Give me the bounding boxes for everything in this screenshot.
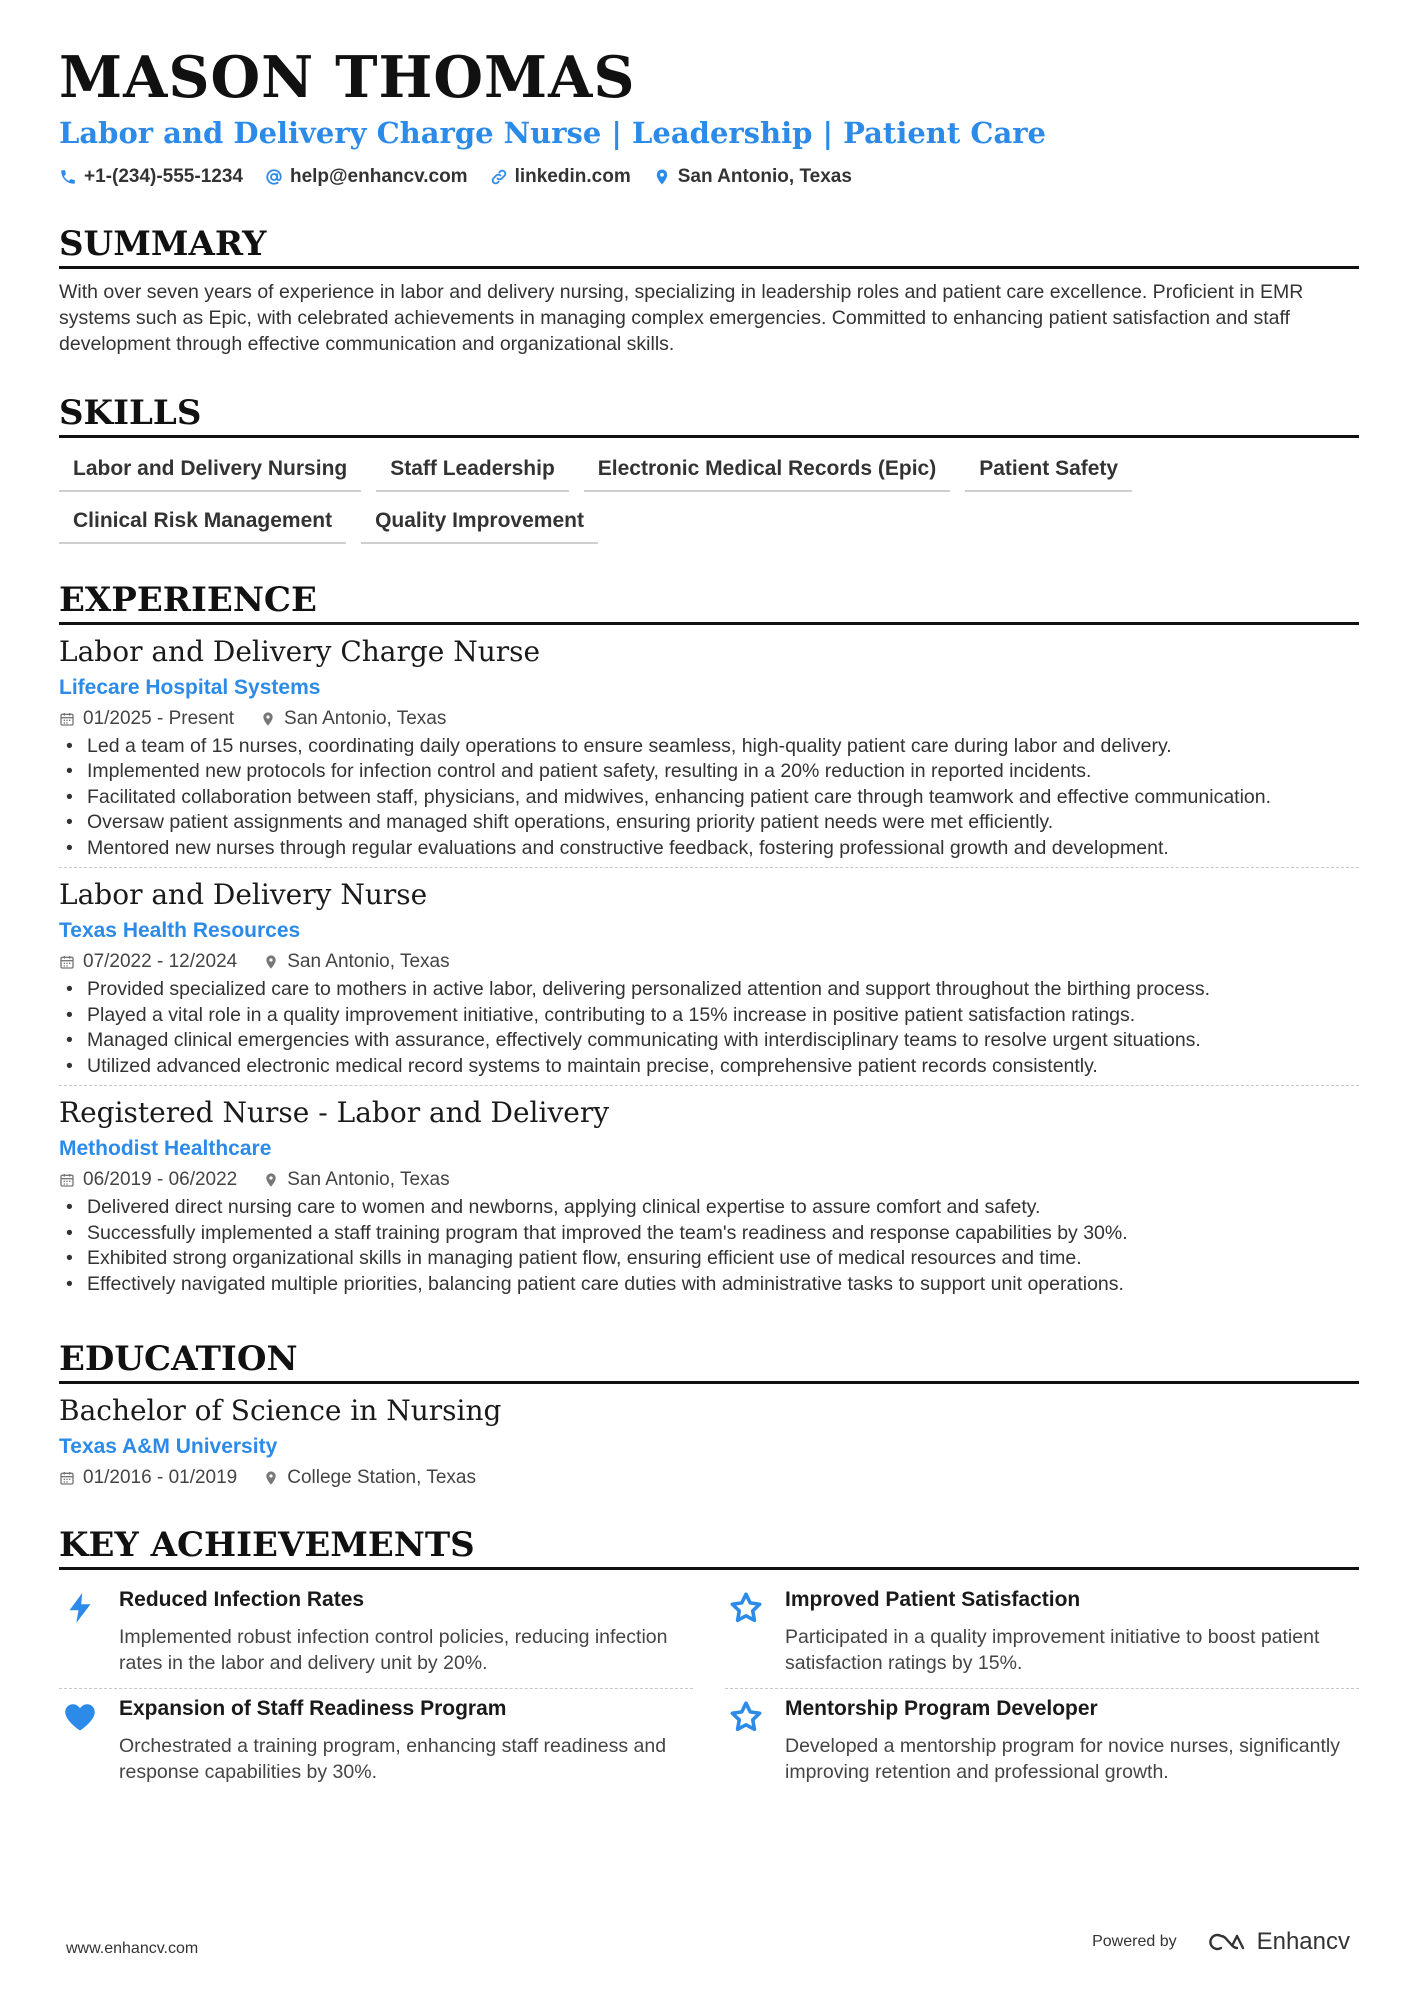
job-dates [59,1169,237,1191]
achievements-grid [59,1580,1359,1797]
skill-tag: Electronic Medical Records (Epic) [584,452,950,492]
job-dates [59,951,237,973]
candidate-name: MASON THOMAS [59,44,636,111]
skill-tag: Staff Leadership [376,452,569,492]
at-icon [265,168,283,186]
link-icon [490,168,508,186]
degree-title: Bachelor of Science in Nursing [59,1394,502,1428]
star-icon [728,1699,764,1735]
job-meta [59,951,1359,973]
education-entry [59,1394,1359,1489]
job-location-text: San Antonio, Texas [287,1169,450,1191]
job-title: Registered Nurse - Labor and Delivery [59,1096,610,1130]
enhancv-logo[interactable] [1203,1928,1350,1956]
lightning-icon [62,1590,98,1626]
skill-tag: Clinical Risk Management [59,504,346,544]
bullet-item: • Effectively navigated multiple priorities, balancing patient care duties with administrative tasks to support unit operations. [59,1272,1359,1298]
job-bullets [59,977,1359,1079]
contact-phone[interactable] [59,166,243,188]
heart-icon [62,1699,98,1735]
company-name: Lifecare Hospital Systems [59,675,321,699]
contact-email[interactable] [265,166,468,188]
phone-icon [59,168,77,186]
bullet-item: • Led a team of 15 nurses, coordinating daily operations to ensure seamless, high-quality patient care during labor and delivery. [59,734,1359,760]
skills-list [59,452,1359,544]
bullet-item: • Facilitated collaboration between staff, physicians, and midwives, enhancing patient care through teamwork and effective communication. [59,785,1359,811]
location-pin-icon [653,168,671,186]
contact-phone-text: +1-(234)-555-1234 [84,165,243,187]
bullet-item: • Provided specialized care to mothers in active labor, delivering personalized attention and support throughout the birthing process. [59,977,1359,1003]
education-dates [59,1467,237,1489]
school-name: Texas A&M University [59,1435,278,1459]
summary-text: With over seven years of experience in labor and delivery nursing, specializing in leadership roles and patient care excellence. Proficient in EMR systems such as Epic, with celebrated achievements in managing complex emergencies. Committed to enhancing patient satisfaction and staff development through effective communication and organizational skills. [59,280,1304,355]
achievement-body [119,1588,693,1676]
achievement-body [119,1697,693,1785]
footer-website[interactable]: www.enhancv.com [66,1940,199,1957]
location-pin-icon [260,711,276,727]
bullet-item: • Mentored new nurses through regular evaluations and constructive feedback, fostering professional growth and development. [59,836,1359,862]
achievement-item [59,1689,693,1797]
achievement-desc: Participated in a quality improvement initiative to boost patient satisfaction ratings by 15%. [785,1626,1320,1675]
education-meta [59,1467,1359,1489]
job-title: Labor and Delivery Charge Nurse [59,634,541,668]
job-meta [59,708,1359,730]
resume-page [59,44,1359,1797]
education-location [263,1467,476,1489]
achievement-desc: Implemented robust infection control policies, reducing infection rates in the labor and delivery unit by 20%. [119,1626,668,1675]
calendar-icon [59,1172,75,1188]
education-heading: EDUCATION [59,1339,1359,1384]
location-pin-icon [263,1172,279,1188]
job-location [263,951,449,973]
achievement-item [725,1580,1359,1689]
bullet-item: • Managed clinical emergencies with assurance, effectively communicating with interdisciplinary teams to resolve urgent situations. [59,1028,1359,1054]
job-location [260,708,446,730]
achievement-body [785,1697,1359,1785]
contact-linkedin[interactable] [490,166,631,188]
calendar-icon [59,1470,75,1486]
skill-tag: Patient Safety [965,452,1132,492]
candidate-headline: Labor and Delivery Charge Nurse | Leadership | Patient Care [59,115,1046,150]
achievement-title: Improved Patient Satisfaction [785,1588,1081,1612]
skill-tag: Quality Improvement [361,504,598,544]
calendar-icon [59,711,75,727]
experience-heading: EXPERIENCE [59,580,1359,625]
footer-branding [1092,1928,1350,1956]
achievement-item [725,1689,1359,1797]
powered-by-label: Powered by [1092,1933,1177,1950]
job-location-text: San Antonio, Texas [287,951,450,973]
job-dates-text: 01/2025 - Present [83,707,235,729]
bullet-item: • Utilized advanced electronic medical record systems to maintain precise, comprehensive patient records consistently. [59,1054,1359,1080]
achievement-title: Reduced Infection Rates [119,1588,365,1612]
contact-bar [59,166,1359,188]
achievement-desc: Developed a mentorship program for novice nurses, significantly improving retention and professional growth. [785,1735,1340,1784]
company-name: Texas Health Resources [59,919,301,943]
education-location-text: College Station, Texas [287,1467,476,1489]
experience-entry [59,878,1359,1086]
skill-tag: Labor and Delivery Nursing [59,452,361,492]
star-icon [728,1590,764,1626]
job-bullets [59,1195,1359,1297]
achievement-icon-wrap [725,1588,767,1676]
enhancv-logo-text: Enhancv [1256,1928,1350,1955]
summary-heading: SUMMARY [59,224,1359,269]
education-dates-text: 01/2016 - 01/2019 [83,1467,238,1489]
job-meta [59,1169,1359,1191]
enhancv-logo-icon [1203,1930,1249,1954]
job-dates [59,708,234,730]
skills-heading: SKILLS [59,393,1359,438]
bullet-item: • Oversaw patient assignments and managed shift operations, ensuring priority patient needs were met efficiently. [59,810,1359,836]
experience-entry [59,1096,1359,1303]
job-bullets [59,734,1359,862]
location-pin-icon [263,954,279,970]
experience-entry [59,635,1359,869]
achievement-icon-wrap [725,1697,767,1785]
achievement-item [59,1580,693,1689]
job-title: Labor and Delivery Nurse [59,878,428,912]
bullet-item: • Delivered direct nursing care to women and newborns, applying clinical expertise to assure comfort and safety. [59,1195,1359,1221]
job-location [263,1169,449,1191]
bullet-item: • Successfully implemented a staff training program that improved the team's readiness and response capabilities by 30%. [59,1221,1359,1247]
achievement-desc: Orchestrated a training program, enhancing staff readiness and response capabilities by 30%. [119,1735,667,1784]
contact-email-text: help@enhancv.com [289,165,468,187]
bullet-item: • Exhibited strong organizational skills in managing patient flow, ensuring efficient use of medical resources and time. [59,1246,1359,1272]
calendar-icon [59,954,75,970]
job-dates-text: 07/2022 - 12/2024 [83,951,238,973]
location-pin-icon [263,1470,279,1486]
company-name: Methodist Healthcare [59,1137,272,1161]
achievement-title: Mentorship Program Developer [785,1697,1098,1721]
bullet-item: • Played a vital role in a quality improvement initiative, contributing to a 15% increase in positive patient satisfaction ratings. [59,1003,1359,1029]
bullet-item: • Implemented new protocols for infection control and patient safety, resulting in a 20% reduction in reported incidents. [59,759,1359,785]
contact-linkedin-text: linkedin.com [514,165,631,187]
achievements-heading: KEY ACHIEVEMENTS [59,1525,1359,1570]
contact-location [653,166,852,188]
job-location-text: San Antonio, Texas [284,707,447,729]
achievement-icon-wrap [59,1697,101,1785]
contact-location-text: San Antonio, Texas [677,165,852,187]
achievement-title: Expansion of Staff Readiness Program [119,1697,507,1721]
achievement-body [785,1588,1359,1676]
job-dates-text: 06/2019 - 06/2022 [83,1169,238,1191]
achievement-icon-wrap [59,1588,101,1676]
